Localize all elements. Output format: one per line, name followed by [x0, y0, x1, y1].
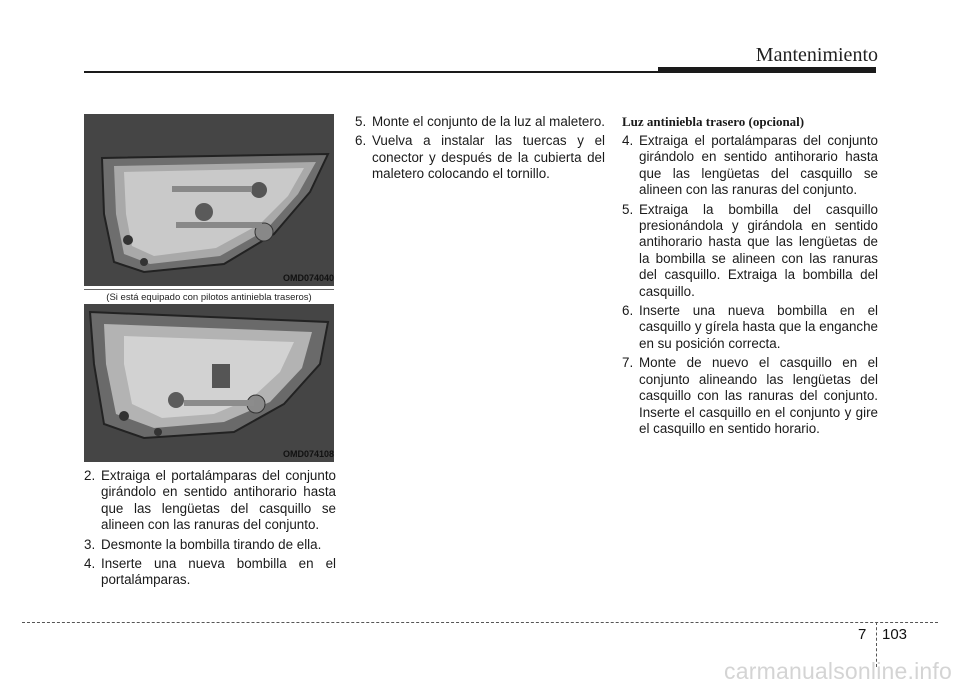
step-text: Extraiga el portalámparas del conjunto girándolo en sentido antihorario hasta que las lengüetas del casquillo se alineen con las ranuras del conjunto. — [639, 133, 878, 198]
step-item — [622, 355, 878, 437]
step-item — [355, 133, 605, 182]
step-item — [84, 556, 336, 589]
step-text: Inserte una nueva bombilla en el portalámparas. — [101, 556, 336, 588]
figure-caption: (Si está equipado con pilotos antiniebla traseros) — [84, 289, 334, 303]
step-item — [622, 202, 878, 300]
step-number: 3. — [84, 536, 96, 552]
figure-code: OMD074108 — [282, 449, 334, 459]
fog-lamp-illustration — [84, 304, 334, 462]
step-number: 4. — [622, 133, 634, 148]
page-number: 103 — [882, 626, 908, 643]
step-text: Extraiga la bombilla del casquillo presionándola y girándola en sentido antihorario hasta que las lengüetas de la bombilla se alineen con las ranuras del casquillo. Extraiga la bombilla del casquillo. — [639, 201, 878, 299]
chapter-number: 7 — [858, 626, 867, 643]
column-right — [622, 114, 878, 440]
watermark: carmanualsonline.info — [724, 658, 952, 684]
step-text: Monte de nuevo el casquillo en el conjunto alineando las lengüetas del casquillo con las ranuras del conjunto. Inserte el casquillo en el conjunto y gire el casquillo en sentido horario. — [639, 355, 878, 436]
step-item — [622, 303, 878, 352]
column-left — [84, 468, 336, 592]
figure-tail-lamp-2 — [84, 304, 334, 462]
step-text: Monte el conjunto de la luz al maletero. — [372, 114, 605, 129]
step-number: 6. — [622, 303, 634, 319]
step-text: Extraiga el portalámparas del conjunto girándolo en sentido antihorario hasta que las lengüetas del casquillo se alineen con las ranuras del conjunto. — [101, 468, 336, 533]
figure-tail-lamp-1 — [84, 114, 334, 286]
step-item — [355, 114, 605, 130]
footer-rule — [22, 622, 938, 623]
step-text: Inserte una nueva bombilla en el casquillo y gírela hasta que la enganche en su posición correcta. — [639, 303, 878, 351]
figure-code: OMD074040 — [282, 273, 334, 283]
step-number: 7. — [622, 355, 634, 371]
step-item — [622, 133, 878, 199]
tail-lamp-illustration — [84, 114, 334, 286]
step-number: 2. — [84, 468, 96, 483]
step-item — [84, 537, 336, 553]
header-title: Mantenimiento — [755, 44, 878, 66]
step-number: 4. — [84, 556, 96, 572]
step-text: Desmonte la bombilla tirando de ella. — [101, 536, 322, 552]
step-text: Vuelva a instalar las tuercas y el conector y después de la cubierta del maletero colocando el tornillo. — [372, 133, 605, 182]
column-middle — [355, 114, 605, 186]
step-item — [84, 468, 336, 534]
header-rule-accent — [658, 67, 876, 73]
step-number: 5. — [355, 114, 367, 129]
section-heading: Luz antiniebla trasero (opcional) — [622, 114, 805, 129]
step-number: 6. — [355, 133, 367, 149]
step-number: 5. — [622, 201, 634, 217]
